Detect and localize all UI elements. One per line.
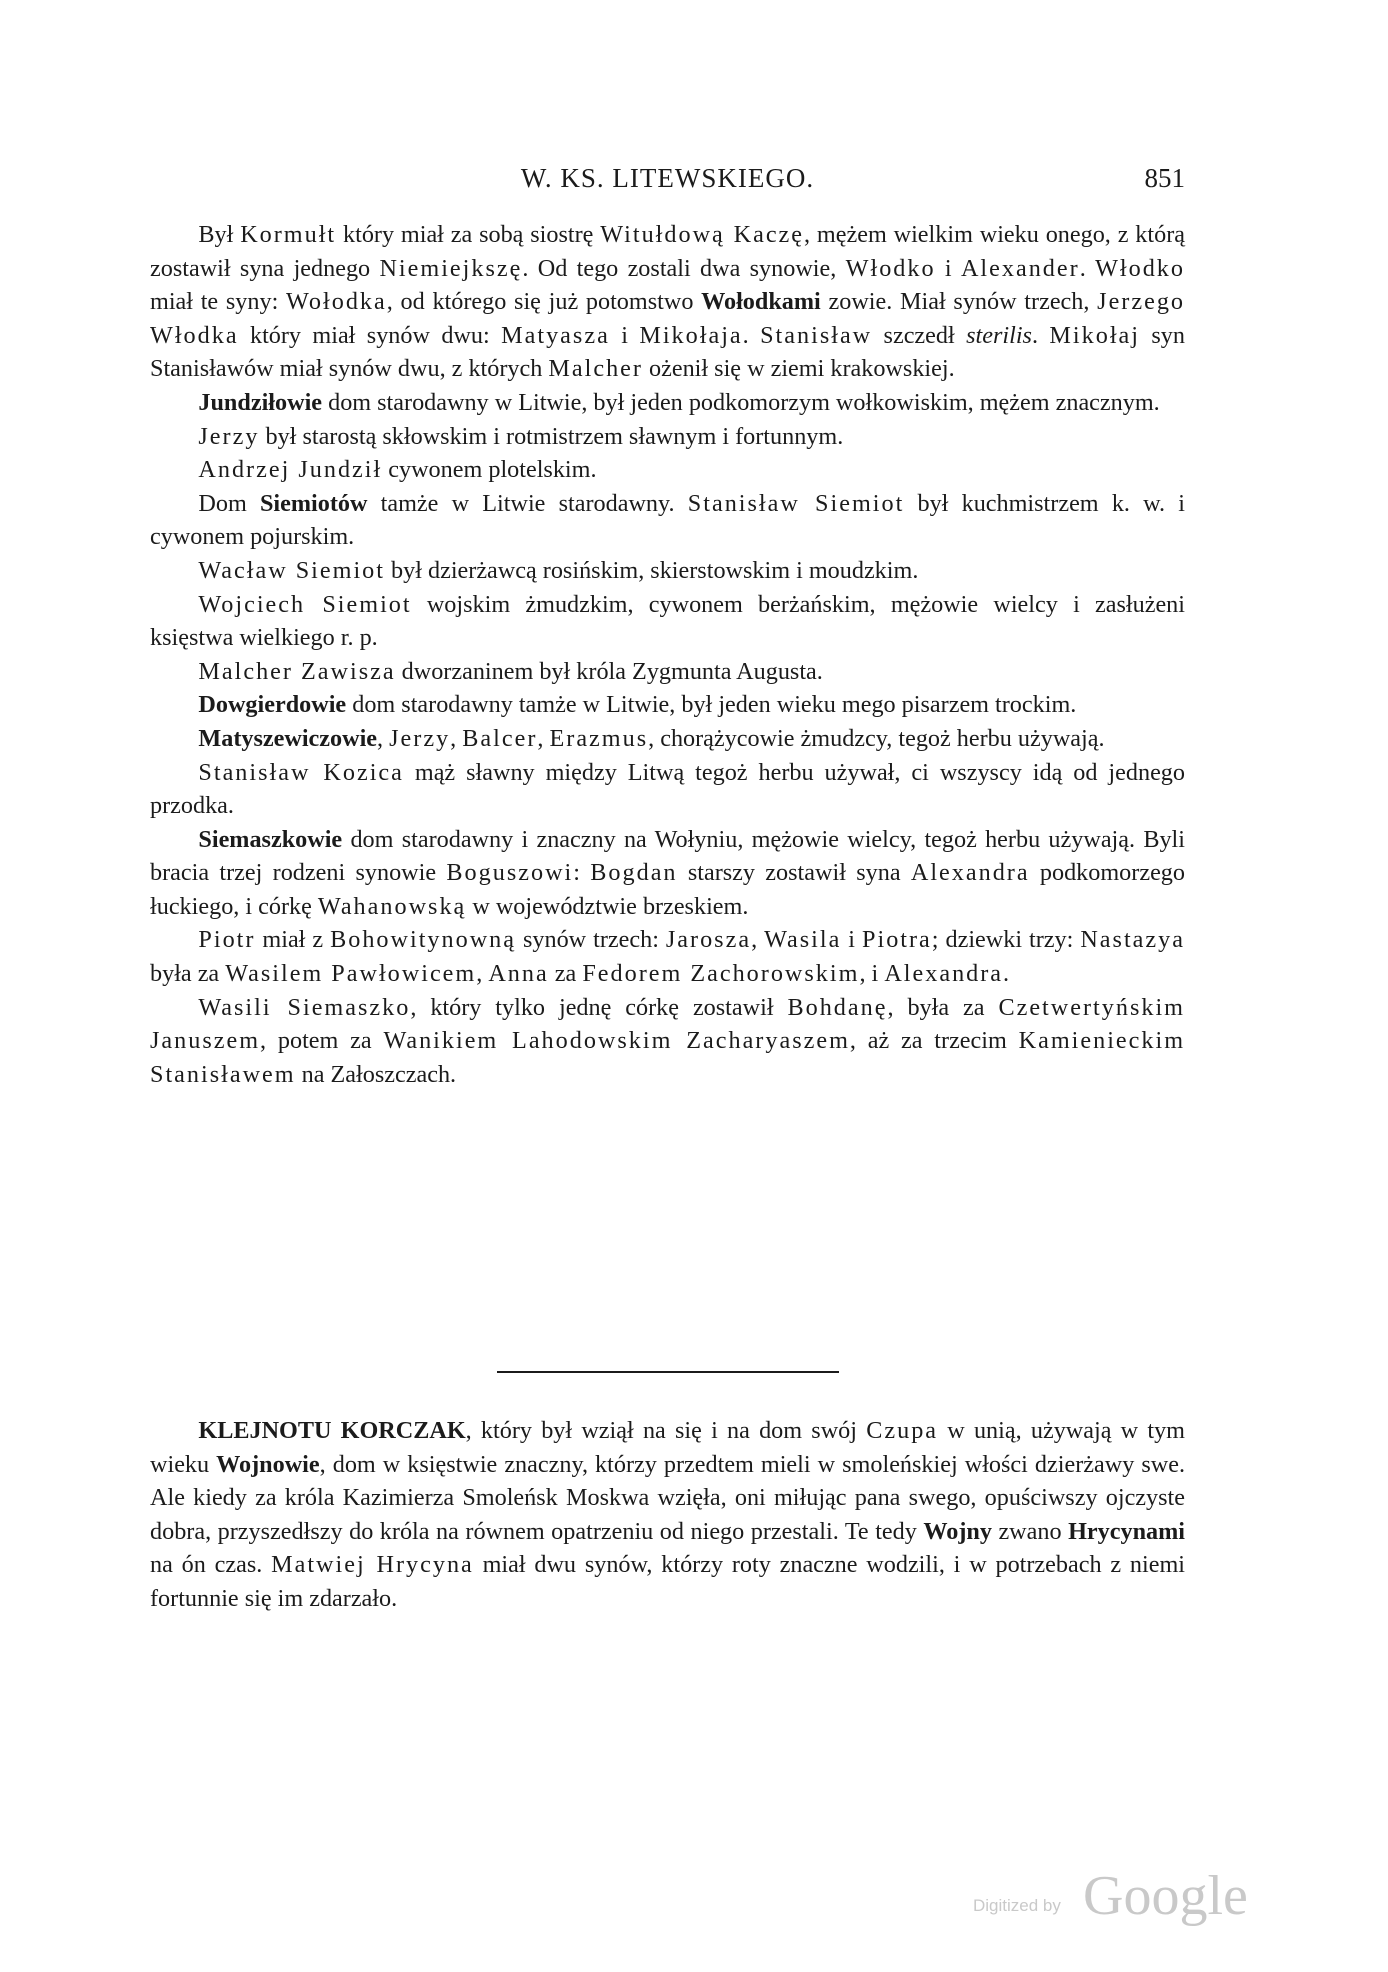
bold-name: Dowgierdowie xyxy=(198,691,347,719)
text-run: ożenił się w ziemi krakowskiej. xyxy=(642,355,955,383)
text-run: na ón czas. xyxy=(150,1551,272,1579)
text-run: dom starodawny w Litwie, był jeden podkomorzym wołkowiskim, mężem znacznym. xyxy=(322,388,1160,416)
spaced-name: Wołodka xyxy=(286,288,387,316)
text-run: mąż sławny między Litwą tegoż herbu używał, ci wszyscy idą od jednego przodka. xyxy=(150,758,1185,820)
spaced-name: Bohdanę xyxy=(787,993,888,1021)
text-run: miał z xyxy=(255,926,331,954)
spaced-name: Alexander xyxy=(960,254,1080,282)
spaced-name: Matwiej Hrycyna xyxy=(271,1551,474,1579)
text-run: podkomorzego łuckiego, i córkę xyxy=(150,859,1185,920)
text-run: cywonem plotelskim. xyxy=(382,456,597,484)
paragraph xyxy=(150,487,1185,554)
text-run: , xyxy=(537,724,550,752)
text-run: , który był wziął na się i na dom swój xyxy=(465,1417,867,1444)
bold-name: Siemaszkowie xyxy=(198,825,343,853)
spaced-name: Jerzy xyxy=(389,724,451,752)
text-run: tamże w Litwie starodawny. xyxy=(367,489,688,517)
spaced-name: Witułdową Kaczę xyxy=(600,221,805,248)
paragraph xyxy=(150,386,1185,420)
bold-name: Jundziłowie xyxy=(198,388,323,416)
text-run: , mężem wielkim wieku onego, z którą zostawił syna jednego xyxy=(150,221,1185,282)
italic-term: sterilis xyxy=(966,321,1032,349)
spaced-name: Stanisław Kozica xyxy=(198,758,404,786)
paragraph xyxy=(150,823,1185,924)
spaced-name: Alexandra xyxy=(884,960,1004,988)
paragraph xyxy=(150,218,1185,386)
spaced-name: Czetwertyńskim Januszem xyxy=(150,993,1185,1055)
spaced-name: Jerzy xyxy=(198,422,260,450)
text-run: dworzaninem był króla Zygmunta Augusta. xyxy=(395,657,823,685)
digitized-by-label: Digitized by xyxy=(973,1896,1061,1915)
page-number: 851 xyxy=(1144,163,1185,193)
spaced-name: Andrzej Jundził xyxy=(198,456,383,484)
bold-name: KLEJNOTU KORCZAK xyxy=(198,1417,466,1444)
spaced-name: Jerzego Włodka xyxy=(150,288,1186,349)
text-run: wojskim żmudzkim, cywonem berżańskim, mężowie wielcy i zasłużeni księstwa wielkiego r. p. xyxy=(150,590,1185,652)
paragraph xyxy=(150,688,1185,722)
text-run: . xyxy=(1079,254,1096,282)
text-run: , była za xyxy=(887,993,999,1021)
text-run: , potem za xyxy=(260,1027,384,1055)
spaced-name: Erazmus xyxy=(549,724,649,752)
text-run: , od którego się już potomstwo xyxy=(386,288,702,316)
google-logo: Google xyxy=(1083,1865,1248,1927)
text-run: , który tylko jednę córkę zostawił xyxy=(410,993,788,1021)
text-run: , dom w księstwie znaczny, którzy przedtem mieli w smoleńskiej włości dzierżawy swe. Ale kiedy za króla Kazimierza Smoleńsk Moskwa wzięła, oni miłując pana swego, opuściwszy ojczyste dobra, przyszedłszy do króla na równem opatrzeniu od niego przestali. Te tedy xyxy=(150,1450,1185,1545)
spaced-name: Kamienieckim Stanisławem xyxy=(150,1027,1186,1088)
text-run: , xyxy=(377,724,390,752)
text-run: : xyxy=(573,859,591,887)
text-run: Dom xyxy=(198,489,260,517)
spaced-name: Wasila xyxy=(764,926,842,954)
running-title: W. KS. LITEWSKIEGO. xyxy=(520,163,815,193)
text-run: . xyxy=(742,321,761,349)
text-run: ; dziewki trzy: xyxy=(931,926,1081,954)
paragraph xyxy=(150,923,1185,990)
body-text xyxy=(150,218,1185,1091)
spaced-name: Fedorem Zachorowskim xyxy=(582,960,860,988)
text-run: dom starodawny i znaczny na Wołyniu, mężowie wielcy, tegoż herbu używają. Byli bracia trzej rodzeni synowie xyxy=(150,825,1185,887)
text-run: Był xyxy=(198,221,241,248)
paragraph xyxy=(150,1414,1185,1616)
text-run: dom starodawny tamże w Litwie, był jeden wieku mego pisarzem trockim. xyxy=(346,691,1077,719)
spaced-name: Bohowitynowną xyxy=(330,926,516,954)
bold-name: Hrycynami xyxy=(1068,1517,1185,1545)
spaced-name: Wanikiem Lahodowskim Zacharyaszem xyxy=(383,1027,850,1055)
spaced-name: Anna xyxy=(488,960,549,988)
spaced-name: Wasili Siemaszko xyxy=(198,993,411,1021)
bold-name: Wojnowie xyxy=(216,1450,320,1478)
spaced-name: Bogdan xyxy=(590,859,678,887)
text-run: , xyxy=(476,960,489,988)
text-run: , chorążycowie żmudzcy, tegoż herbu używają. xyxy=(648,724,1105,752)
text-run: . xyxy=(1031,321,1050,349)
text-run: , xyxy=(450,724,463,752)
paragraph xyxy=(150,722,1185,756)
paragraph xyxy=(150,554,1185,588)
paragraph xyxy=(150,991,1185,1092)
spaced-name: Stanisław xyxy=(760,321,873,349)
text-run: zwano xyxy=(991,1517,1069,1545)
text-run: za xyxy=(548,960,583,988)
paragraph xyxy=(150,588,1185,655)
spaced-name: Nastazya xyxy=(1080,926,1185,954)
text-run: była za xyxy=(150,960,226,988)
text-run: który miał za sobą siostrę xyxy=(336,221,601,248)
spaced-name: Włodko xyxy=(1095,254,1185,282)
spaced-name: Matyasza xyxy=(501,321,610,349)
spaced-name: Wojciech Siemiot xyxy=(198,590,412,618)
spaced-name: Mikołaja xyxy=(639,321,743,349)
text-run: starszy zostawił syna xyxy=(677,859,911,887)
text-run: , i xyxy=(859,960,885,988)
spaced-name: Czupa xyxy=(866,1417,939,1444)
text-run: na Załoszczach. xyxy=(295,1060,457,1088)
bold-name: Matyszewiczowie xyxy=(198,724,378,752)
spaced-name: Niemiejkszę xyxy=(379,254,523,282)
bold-name: Wojny xyxy=(923,1517,992,1545)
text-run: zowie. Miał synów trzech, xyxy=(820,288,1098,316)
text-run: miał dwu synów, którzy roty znaczne wodzili, i w potrzebach z niemi fortunnie się im zdarzało. xyxy=(150,1551,1185,1612)
text-run: był starostą skłowskim i rotmistrzem sławnym i fortunnym. xyxy=(259,422,844,450)
spaced-name: Balcer xyxy=(462,724,538,752)
text-run: był dzierżawcą rosińskim, skierstowskim i moudzkim. xyxy=(384,556,919,584)
spaced-name: Wacław Siemiot xyxy=(198,556,385,584)
spaced-name: Mikołaj xyxy=(1049,321,1140,349)
bold-name: Wołodkami xyxy=(701,288,821,316)
spaced-name: Stanisław Siemiot xyxy=(687,489,905,517)
text-run: był kuchmistrzem k. w. i cywonem pojurskim. xyxy=(150,489,1186,551)
body-text-korczak xyxy=(150,1414,1185,1616)
text-run: miał te syny: xyxy=(150,288,287,316)
paragraph xyxy=(150,756,1185,823)
spaced-name: Malcher xyxy=(548,355,643,383)
text-run: , aż za trzecim xyxy=(849,1027,1019,1055)
text-run: i xyxy=(609,321,640,349)
text-run: który miał synów dwu: xyxy=(238,321,502,349)
spaced-name: Piotra xyxy=(862,926,932,954)
spaced-name: Piotr xyxy=(198,926,256,954)
text-run: szczedł xyxy=(872,321,967,349)
bold-name: Siemiotów xyxy=(259,489,368,517)
paragraph xyxy=(150,655,1185,689)
spaced-name: Alexandra xyxy=(910,859,1030,887)
spaced-name: Malcher Zawisza xyxy=(198,657,396,685)
text-run: w województwie brzeskiem. xyxy=(466,892,749,920)
paragraph xyxy=(150,420,1185,454)
spaced-name: Włodko xyxy=(845,254,936,282)
text-run: , xyxy=(751,926,765,954)
spaced-name: Wasilem Pawłowicem xyxy=(225,960,477,988)
paragraph xyxy=(150,453,1185,487)
text-run: . Od tego zostali dwa synowie, xyxy=(522,254,846,282)
text-run: synów trzech: xyxy=(516,926,666,954)
text-run: i xyxy=(841,926,863,954)
google-watermark xyxy=(973,1865,1253,1930)
text-run: syn Stanisławów miał synów dwu, z których xyxy=(150,321,1185,383)
text-run: . xyxy=(1003,960,1010,988)
spaced-name: Wahanowską xyxy=(317,892,467,920)
section-divider xyxy=(497,1371,839,1373)
page-header xyxy=(150,163,1185,203)
spaced-name: Boguszowi xyxy=(446,859,574,887)
text-run: w unią, używają w tym wieku xyxy=(150,1417,1185,1478)
text-run: i xyxy=(935,254,961,282)
spaced-name: Kormułt xyxy=(240,221,337,248)
spaced-name: Jarosza xyxy=(665,926,752,954)
